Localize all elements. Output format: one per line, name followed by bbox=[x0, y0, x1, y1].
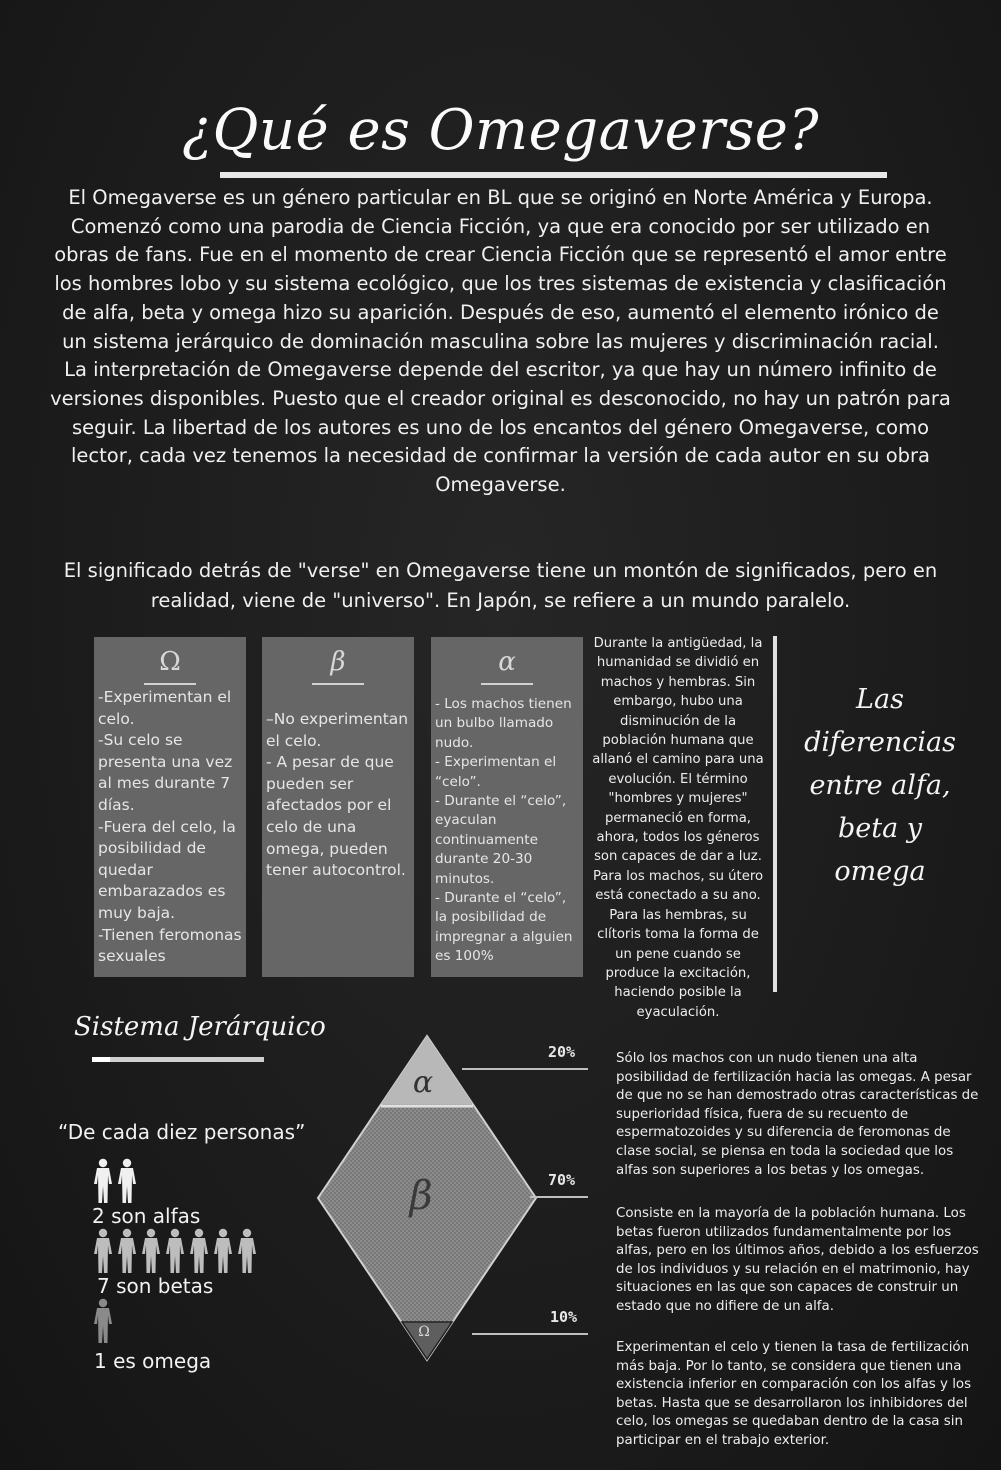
alfa-card bbox=[431, 637, 583, 977]
differences-heading: Las diferencias entre alfa, beta y omega bbox=[804, 684, 956, 887]
beta-card-text: –No experimentan el celo. - A pesar de que pueden ser afectados por el celo de una omega, pueden tener autocontrol. bbox=[266, 710, 409, 880]
person-icon bbox=[116, 1228, 138, 1274]
omega-people-row bbox=[92, 1298, 116, 1348]
beta-count-label: 7 son betas bbox=[97, 1274, 214, 1298]
page-title: ¿Qué es Omegaverse? bbox=[182, 98, 819, 163]
person-icon bbox=[164, 1228, 186, 1274]
alpha-percentage-line bbox=[462, 1068, 588, 1070]
title-divider bbox=[220, 172, 887, 178]
omega-description: Experimentan el celo y tienen la tasa de fertilización más baja. Por lo tanto, se considera que tienen una existencia inferior en comparación con los alfas y los betas. Hasta que se desarrollaron los inhibidores del celo, los omegas se quedaban dentro de la casa sin participar en el trabajo exterior. bbox=[616, 1340, 972, 1448]
alfa-symbol-underline bbox=[481, 683, 533, 685]
alfa-card-text: - Los machos tienen un bulbo llamado nudo. - Experimentan el “celo”. - Durante el “celo”, eyaculan continuamente durante 20-30 minutos. - Durante el “celo”, la posibilidad de impregnar a alguien es 100% bbox=[435, 696, 573, 965]
person-icon bbox=[188, 1228, 210, 1274]
person-icon bbox=[212, 1228, 234, 1274]
omega-symbol-underline bbox=[144, 683, 196, 685]
antiquity-text: Durante la antigüedad, la humanidad se dividió en machos y hembras. Sin embargo, hubo una disminución de la población humana que allanó el camino para una evolución. El término "hombres y mujeres" permaneció en forma, ahora, todos los géneros son capaces de dar a luz. Para los machos, su útero está conectado a su ano. Para las hembras, su clítoris toma la forma de un pene cuando se produce la excitación, haciendo posible la eyaculación. bbox=[592, 636, 764, 1020]
vertical-divider bbox=[773, 636, 777, 992]
omega-count-label: 1 es omega bbox=[94, 1349, 212, 1373]
alfa-people-row bbox=[92, 1158, 140, 1208]
person-icon bbox=[236, 1228, 258, 1274]
person-icon bbox=[92, 1158, 114, 1204]
beta-people-row bbox=[92, 1228, 260, 1278]
omega-card-text: -Experimentan el celo. -Su celo se presenta una vez al mes durante 7 días. -Fuera del celo, la posibilidad de quedar embarazados es muy baja. -Tienen feromonas sexuales bbox=[98, 688, 242, 966]
verse-paragraph: El significado detrás de "verse" en Omegaverse tiene un montón de significados, pero en realidad, viene de "universo". En Japón, se refiere a un mundo paralelo. bbox=[63, 559, 938, 612]
person-icon bbox=[140, 1228, 162, 1274]
person-icon bbox=[116, 1158, 138, 1204]
beta-card bbox=[262, 637, 414, 977]
omega-symbol: Ω bbox=[159, 647, 181, 677]
omega-percentage-line bbox=[472, 1333, 588, 1335]
omega-percentage: 10% bbox=[550, 1308, 578, 1326]
intro-paragraph: El Omegaverse es un género particular en BL que se originó en Norte América y Europa. Comenzó como una parodia de Ciencia Ficción, ya que era conocido por ser utilizado en obras de fans. Fue en el momento de crear Ciencia Ficción que se representó el amor entre los hombres lobo y su sistema ecológico, que los tres sistemas de existencia y clasificación de alfa, beta y omega hizo su aparición. Después de eso, aumentó el elemento irónico de un sistema jerárquico de dominación masculina sobre las mujeres y discriminación racial. La interpretación de Omegaverse depende del escritor, ya que hay un número infinito de versiones disponibles. Puesto que el creador original es desconocido, no hay un patrón para seguir. La libertad de los autores es uno de los encantos del género Omegaverse, como lector, cada vez tenemos la necesidad de confirmar la versión de cada autor en su obra Omegaverse. bbox=[50, 186, 951, 497]
hierarchy-pyramid bbox=[316, 1034, 538, 1362]
beta-percentage-line bbox=[530, 1196, 588, 1198]
hierarchy-title: Sistema Jerárquico bbox=[74, 1012, 326, 1042]
alfa-description: Sólo los machos con un nudo tienen una alta posibilidad de fertilización hacia las omegas. A pesar de que no se han demostrado otras características de superioridad física, fuera de su recuento de espermatozoides y su diferencia de feromonas de clase social, se piensa en toda la sociedad que los alfas son superiores a los betas y los omegas. bbox=[616, 1051, 979, 1178]
hierarchy-underline bbox=[92, 1057, 264, 1062]
pyramid-omega-symbol: Ω bbox=[418, 1324, 430, 1340]
ten-people-quote: “De cada diez personas” bbox=[58, 1120, 306, 1144]
omega-card bbox=[94, 637, 246, 977]
beta-symbol: β bbox=[330, 647, 346, 677]
alfa-symbol: α bbox=[498, 647, 516, 677]
hierarchy-underline-accent bbox=[92, 1057, 110, 1062]
alfa-count-label: 2 son alfas bbox=[92, 1204, 201, 1228]
person-icon bbox=[92, 1298, 114, 1344]
person-icon bbox=[92, 1228, 114, 1274]
beta-description: Consiste en la mayoría de la población humana. Los betas fueron utilizados fundamentalmente por los alfas, pero en los últimos años, debido a los esfuerzos de los individuos y su relación en el matrimonio, hay situaciones en las que son capaces de construir un estado que no difiere de un alfa. bbox=[616, 1206, 979, 1314]
beta-symbol-underline bbox=[312, 683, 364, 685]
alpha-percentage: 20% bbox=[548, 1043, 576, 1061]
pyramid-alpha-symbol: α bbox=[412, 1065, 434, 1100]
beta-percentage: 70% bbox=[548, 1171, 576, 1189]
pyramid-beta-symbol: β bbox=[409, 1173, 433, 1219]
